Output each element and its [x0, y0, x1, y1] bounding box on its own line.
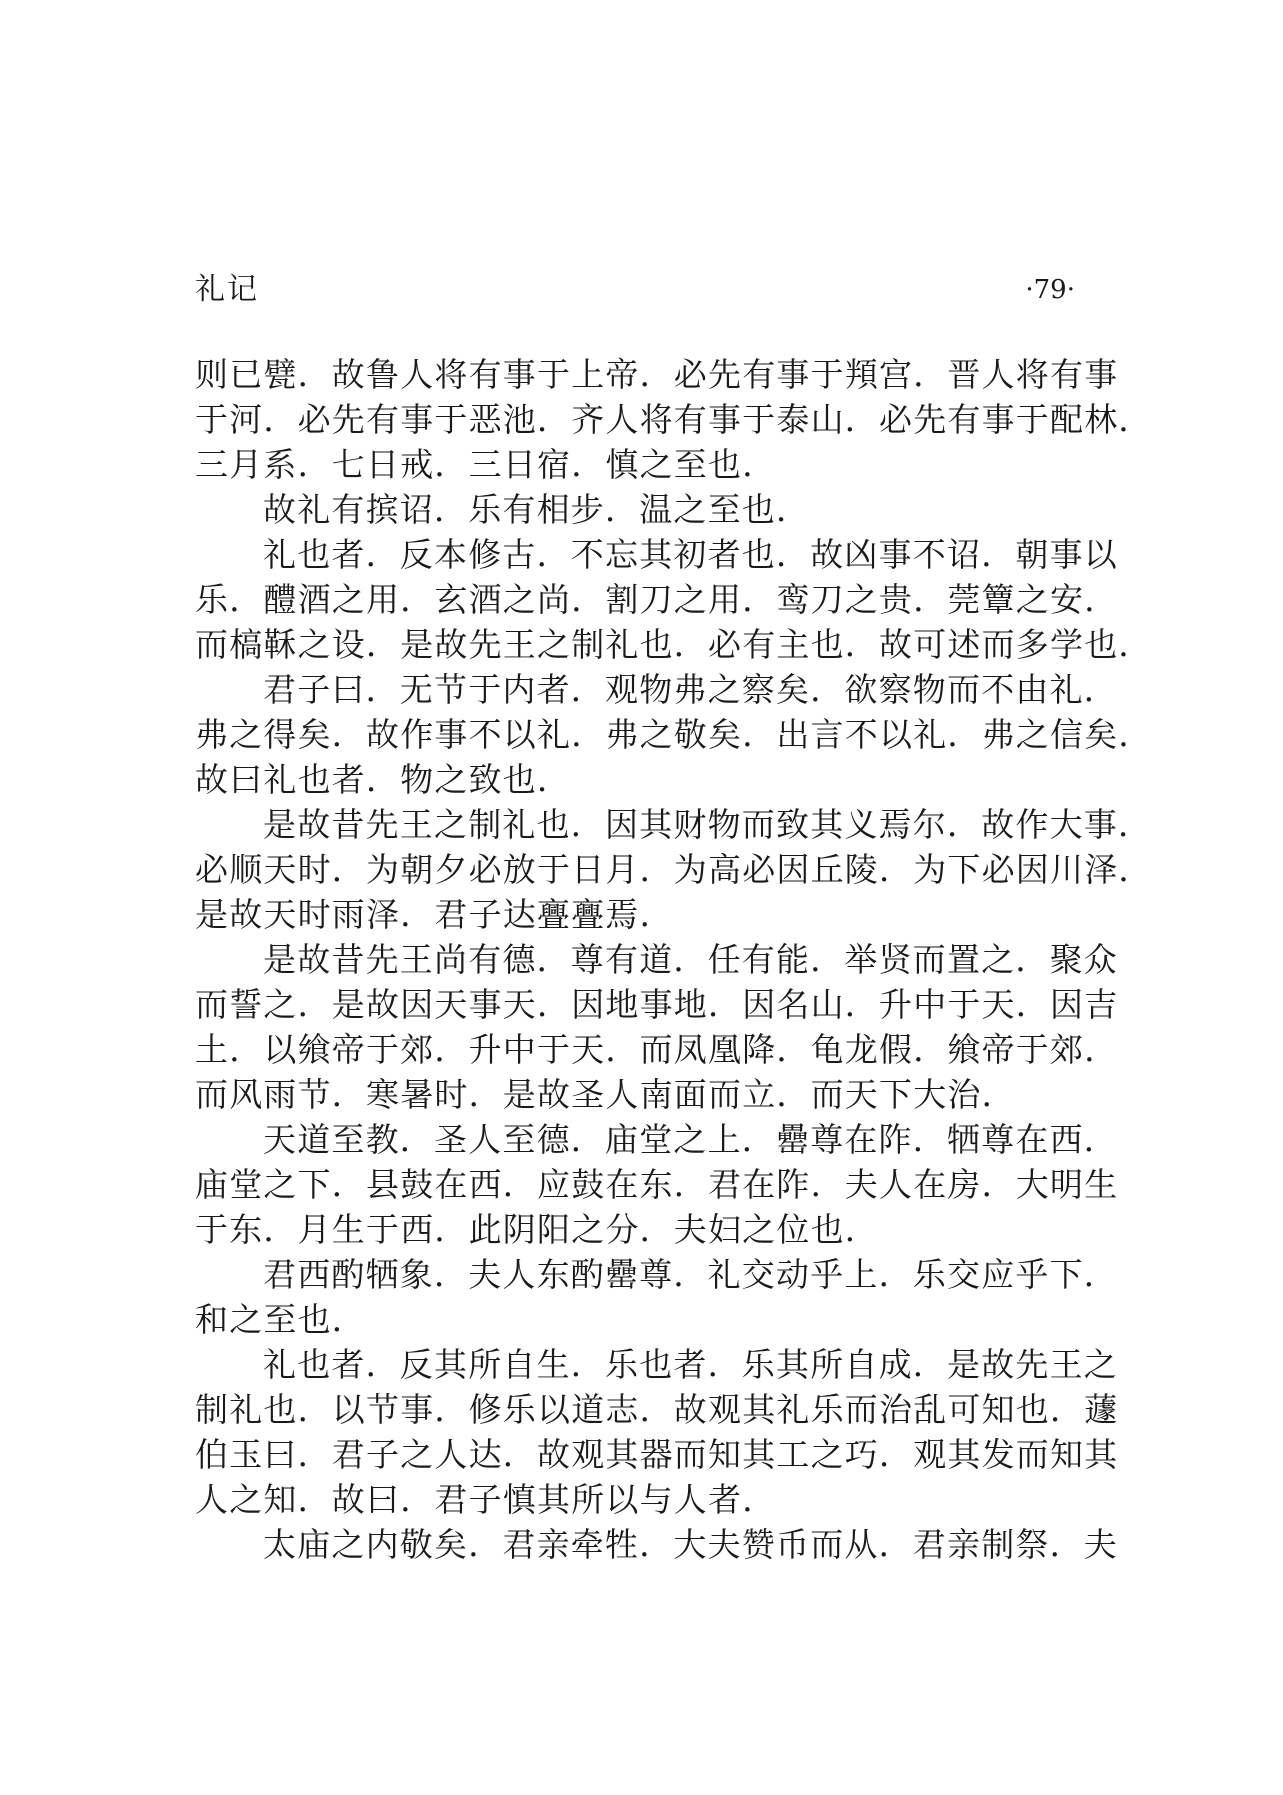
text-line: 礼也者．反其所自生．乐也者．乐其所自成．是故先王之 [263, 1345, 1118, 1384]
text-line: 君子曰．无节于内者．观物弗之察矣．欲察物而不由礼． [263, 670, 1118, 709]
text-line: 和之至也． [195, 1300, 366, 1339]
text-line: 于东．月生于西．此阴阳之分．夫妇之位也． [195, 1210, 879, 1249]
text-line: 是故天时雨泽．君子达亹亹焉． [195, 895, 674, 934]
text-line: 太庙之内敬矣．君亲牵牲．大夫赞币而从．君亲制祭．夫 [263, 1525, 1118, 1564]
text-line: 弗之得矣．故作事不以礼．弗之敬矣．出言不以礼．弗之信矣． [195, 715, 1153, 754]
body-text [195, 352, 1153, 1567]
page-number: ·79· [1025, 275, 1075, 305]
text-line: 人之知．故曰．君子慎其所以与人者． [195, 1480, 777, 1519]
text-line: 乐．醴酒之用．玄酒之尚．割刀之用．鸾刀之贵．莞簟之安． [195, 580, 1119, 619]
text-line: 故曰礼也者．物之致也． [195, 760, 572, 799]
text-line: 土．以飨帝于郊．升中于天．而凤凰降．龟龙假．飨帝于郊． [195, 1030, 1119, 1069]
text-line: 故礼有摈诏．乐有相步．温之至也． [263, 490, 811, 529]
page-header [195, 268, 1075, 312]
text-line: 天道至教．圣人至德．庙堂之上．罍尊在阼．牺尊在西． [263, 1120, 1118, 1159]
text-line: 礼也者．反本修古．不忘其初者也．故凶事不诏．朝事以 [263, 535, 1118, 574]
text-line: 而槁鞂之设．是故先王之制礼也．必有主也．故可述而多学也． [195, 625, 1153, 664]
text-line: 而风雨节．寒暑时．是故圣人南面而立．而天下大治． [195, 1075, 1016, 1114]
text-line: 则已甓．故鲁人将有事于上帝．必先有事于頖宫．晋人将有事 [195, 355, 1119, 394]
text-line: 是故昔先王尚有德．尊有道．任有能．举贤而置之．聚众 [263, 940, 1118, 979]
text-line: 是故昔先王之制礼也．因其财物而致其义焉尔．故作大事． [263, 805, 1153, 844]
text-line: 三月系．七日戒．三日宿．慎之至也． [195, 445, 777, 484]
text-line: 于河．必先有事于恶池．齐人将有事于泰山．必先有事于配林． [195, 400, 1153, 439]
text-line: 而誓之．是故因天事天．因地事地．因名山．升中于天．因吉 [195, 985, 1119, 1024]
text-line: 必顺天时．为朝夕必放于日月．为高必因丘陵．为下必因川泽． [195, 850, 1153, 889]
text-line: 君西酌牺象．夫人东酌罍尊．礼交动乎上．乐交应乎下． [263, 1255, 1118, 1294]
text-line: 制礼也．以节事．修乐以道志．故观其礼乐而治乱可知也．蘧 [195, 1390, 1119, 1429]
running-title: 礼记 [195, 272, 259, 307]
text-line: 庙堂之下．县鼓在西．应鼓在东．君在阼．夫人在房．大明生 [195, 1165, 1119, 1204]
text-line: 伯玉曰．君子之人达．故观其器而知其工之巧．观其发而知其 [195, 1435, 1119, 1474]
